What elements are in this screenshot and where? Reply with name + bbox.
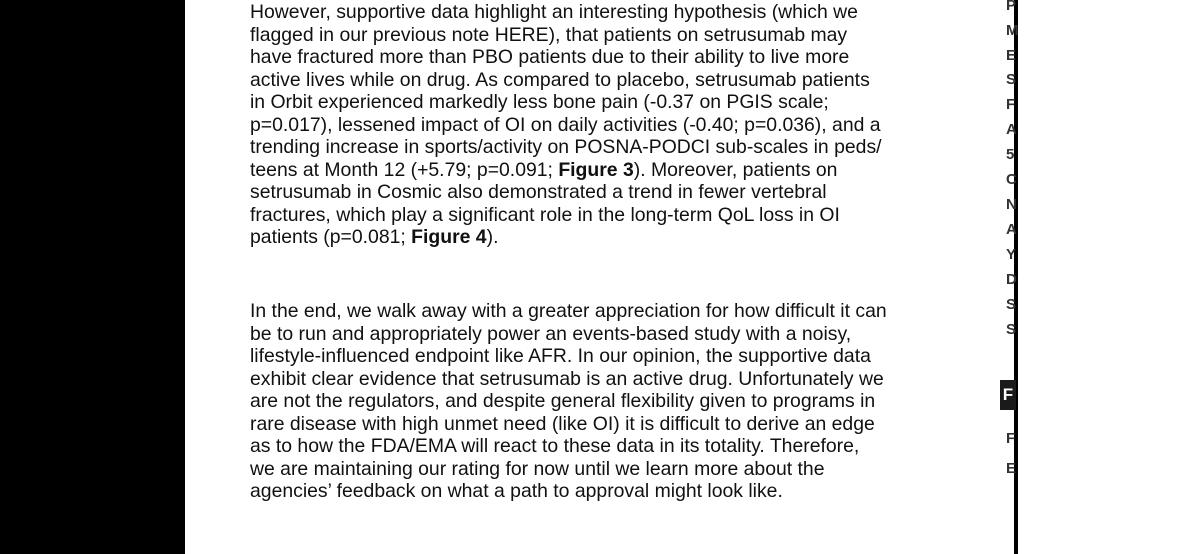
text-segment: in Orbit experienced markedly less bone pain (-0.37 on PGIS scale; [250,91,829,113]
text-segment: agencies’ feedback on what a path to approval might look like. [250,480,783,502]
text-line [250,390,887,413]
text-segment: rare disease with high unmet need (like OI) it is difficult to derive an edge [250,412,875,435]
sidebar-letter: F [1006,96,1016,113]
adjacent-page-strip [1014,0,1199,554]
text-line [250,480,887,503]
paragraph-conclusion [250,300,887,503]
text-line [250,226,882,249]
sidebar-letter: F [1006,430,1016,447]
text-segment: active lives while on drug. As compared to placebo, setrusumab patients [250,68,870,91]
text-line [250,114,882,137]
text-line [250,435,887,458]
text-line [250,69,882,92]
sidebar-letter: P [1006,0,1017,14]
text-line [250,323,887,346]
text-segment: we are maintaining our rating for now until we learn more about the [250,457,825,480]
text-line [250,368,887,391]
text-segment: p=0.017), lessened impact of OI on daily activities (-0.40; p=0.036), and a [250,113,881,136]
text-line [250,91,882,114]
cut-off-sidebar-heading-box: F [1000,380,1016,410]
text-segment: patients (p=0.081; [250,226,412,248]
text-line [250,1,882,24]
text-segment: are not the regulators, and despite general flexibility given to programs in [250,390,876,412]
sidebar-letter: E [1006,460,1017,477]
text-segment: However, supportive data highlight an interesting hypothesis (which we [250,1,858,23]
text-segment: exhibit clear evidence that setrusumab is an active drug. Unfortunately we [250,367,884,390]
text-line [250,24,882,47]
text-line [250,136,882,159]
figure-reference: Figure 3 [558,158,634,181]
paragraph-supportive-data [250,1,882,249]
sidebar-letter: S [1006,321,1017,338]
sidebar-letter: C [1006,171,1017,188]
text-segment: flagged in our previous note HERE), that patients on setrusumab may [250,23,848,46]
text-line [250,181,882,204]
figure-reference: Figure 4 [411,226,487,248]
text-segment: be to run and appropriately power an events-based study with a noisy, [250,322,852,345]
text-line [250,159,882,182]
text-line [250,46,882,69]
text-line [250,413,887,436]
sidebar-letter: A [1006,121,1017,138]
text-line [250,458,887,481]
text-segment: In the end, we walk away with a greater appreciation for how difficult it can [250,300,887,322]
sidebar-letter: S [1006,71,1017,88]
text-segment: ). Moreover, patients on [633,158,838,181]
sidebar-letter: 5 [1006,146,1015,163]
sidebar-letter: N [1006,196,1017,213]
sidebar-letter: E [1006,47,1017,64]
text-segment: fractures, which play a significant role in the long-term QoL loss in OI [250,203,840,226]
text-line [250,204,882,227]
sidebar-letter: D [1006,271,1017,288]
sidebar-letter: A [1006,221,1017,238]
text-line [250,300,887,323]
text-segment: setrusumab in Cosmic also demonstrated a trend in fewer vertebral [250,181,827,203]
sidebar-letter: M [1006,22,1019,39]
text-segment: trending increase in sports/activity on POSNA-PODCI sub-scales in peds/ [250,136,882,158]
text-line [250,345,887,368]
document-page [185,0,1017,554]
text-segment: ). [486,226,499,248]
text-segment: lifestyle-influenced endpoint like AFR. In our opinion, the supportive data [250,345,871,367]
sidebar-letter: Y [1006,246,1017,263]
text-segment: have fractured more than PBO patients due to their ability to live more [250,46,850,68]
text-segment: as to how the FDA/EMA will react to these data in its totality. Therefore, [250,435,860,457]
text-segment: teens at Month 12 (+5.79; p=0.091; [250,158,559,181]
sidebar-letter: S [1006,296,1017,313]
